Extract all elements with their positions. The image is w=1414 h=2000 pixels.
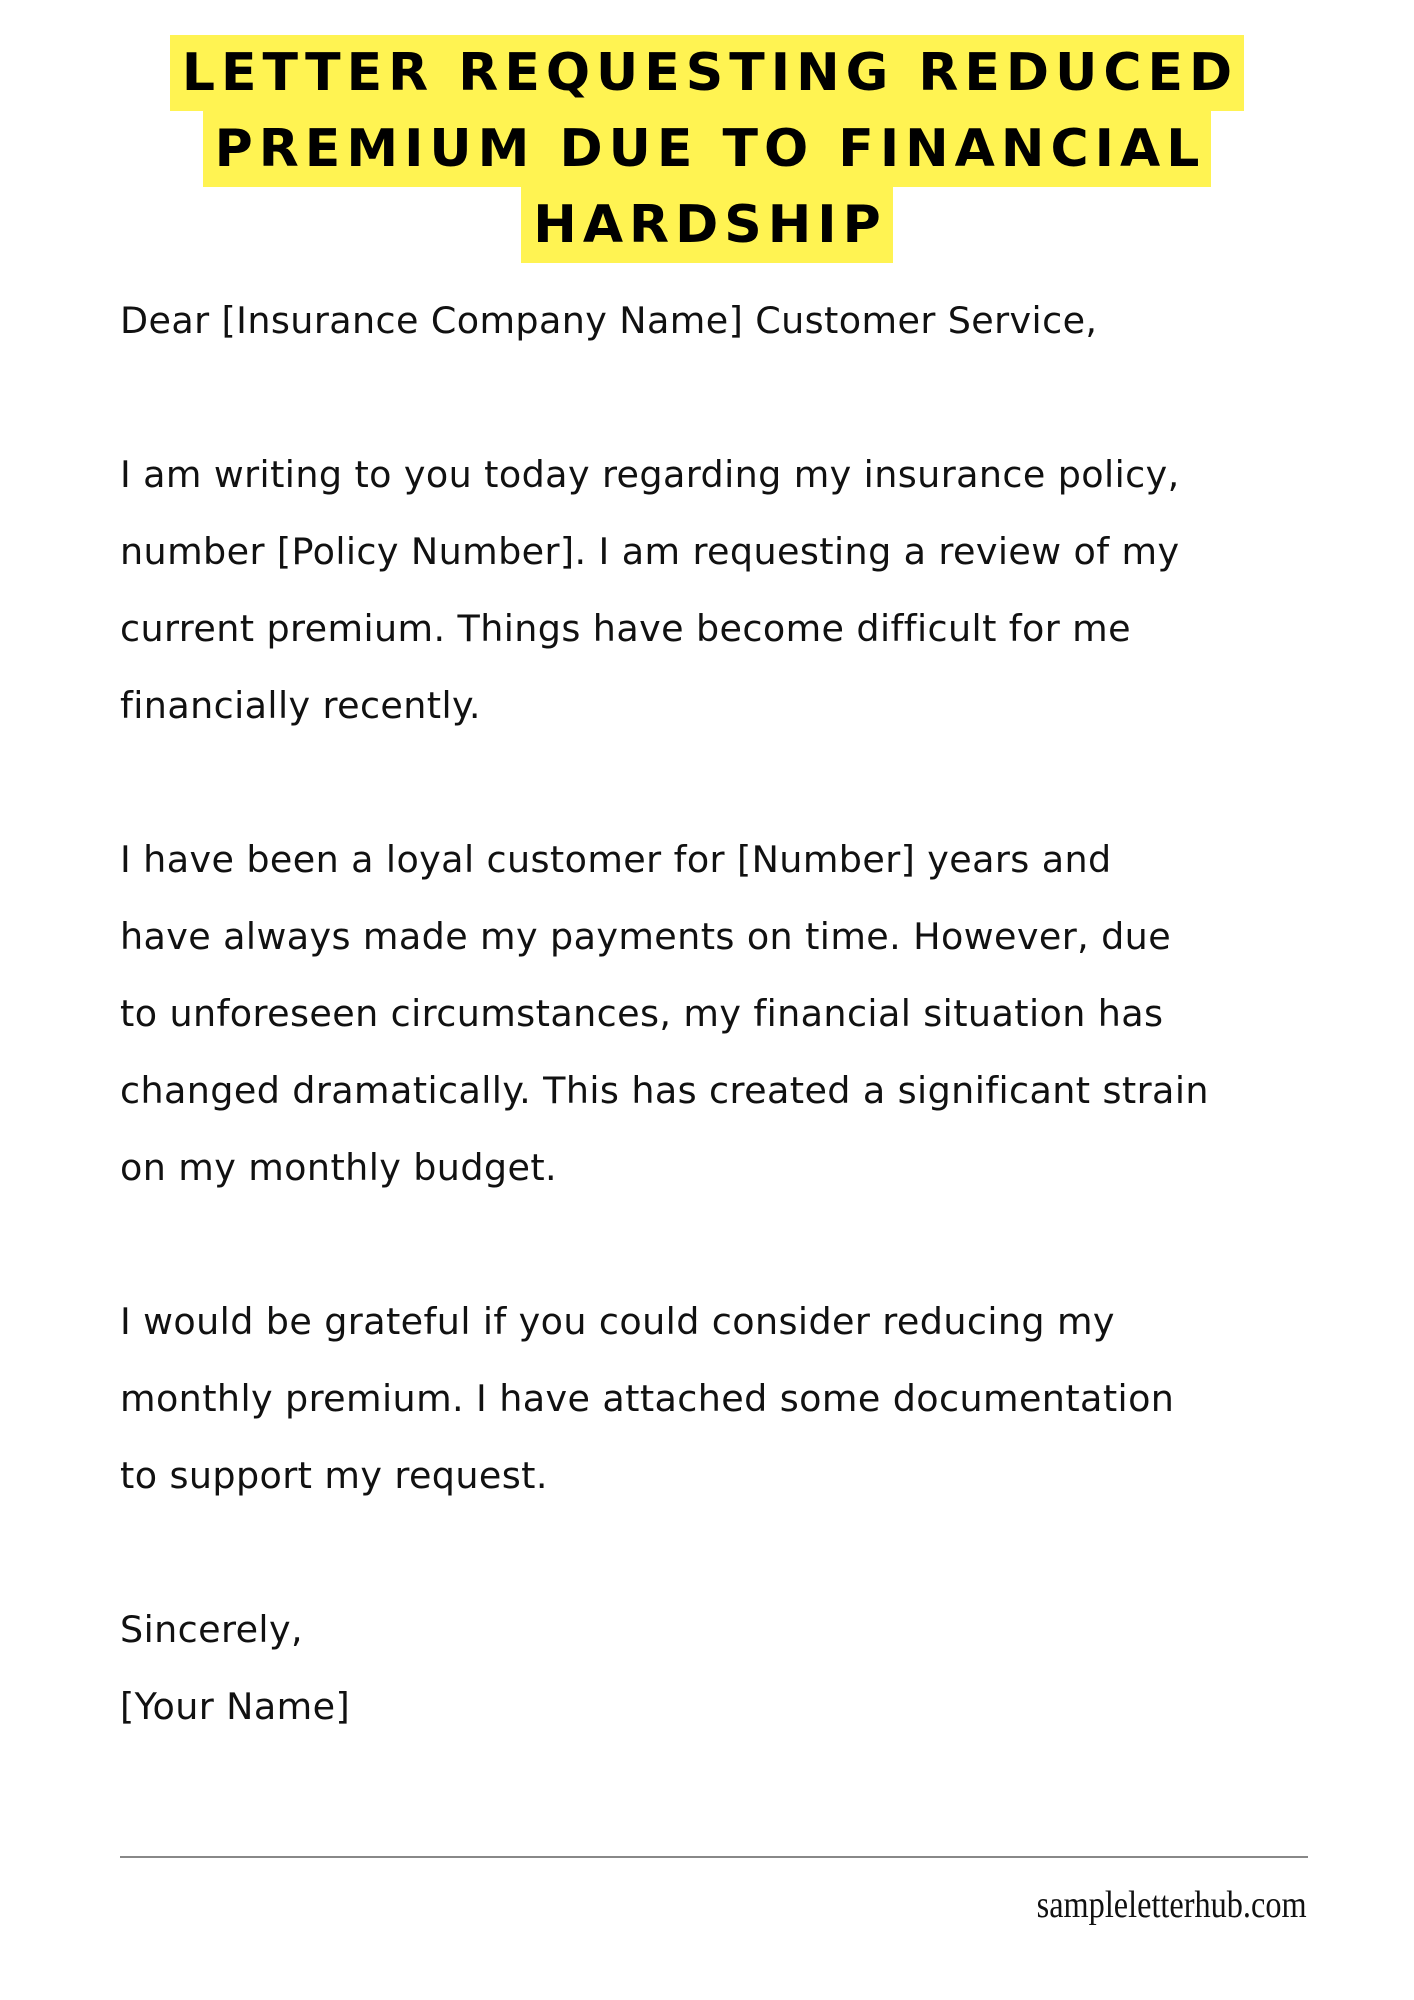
paragraph-1 <box>120 436 1370 744</box>
signature: [Your Name] <box>120 1685 351 1728</box>
paragraph-3-line-3: to support my request. <box>120 1454 548 1497</box>
paragraph-2-line-1: I have been a loyal customer for [Number] years and <box>120 838 1112 881</box>
paragraph-2 <box>120 821 1370 1206</box>
paragraph-2-line-2: have always made my payments on time. However, due <box>120 915 1172 958</box>
paragraph-2-line-4: changed dramatically. This has created a significant strain <box>120 1069 1209 1112</box>
paragraph-2-line-3: to unforeseen circumstances, my financial situation has <box>120 992 1164 1035</box>
paragraph-3-line-1: I would be grateful if you could consider reducing my <box>120 1300 1115 1343</box>
title-line-3: HARDSHIP <box>521 187 892 263</box>
paragraph-1-line-1: I am writing to you today regarding my insurance policy, <box>120 453 1180 496</box>
paragraph-3-line-2: monthly premium. I have attached some documentation <box>120 1377 1175 1420</box>
title-line-2: PREMIUM DUE TO FINANCIAL <box>203 111 1212 187</box>
footer-brand: sampleletterhub.com <box>1037 1884 1307 1926</box>
paragraph-1-line-3: current premium. Things have become difficult for me <box>120 607 1131 650</box>
letter-body <box>120 282 1370 1745</box>
closing-block <box>120 1591 1370 1745</box>
spacer <box>120 359 1370 436</box>
paragraph-3 <box>120 1283 1370 1514</box>
closing: Sincerely, <box>120 1608 303 1651</box>
title-line-1: LETTER REQUESTING REDUCED <box>170 35 1244 111</box>
paragraph-1-line-2: number [Policy Number]. I am requesting a review of my <box>120 530 1180 573</box>
spacer <box>120 1206 1370 1283</box>
paragraph-2-line-5: on my monthly budget. <box>120 1146 558 1189</box>
paragraph-1-line-4: financially recently. <box>120 684 481 727</box>
footer-divider <box>120 1856 1308 1858</box>
letter-title <box>0 35 1414 263</box>
spacer <box>120 1514 1370 1591</box>
salutation: Dear [Insurance Company Name] Customer Service, <box>120 299 1098 342</box>
spacer <box>120 744 1370 821</box>
